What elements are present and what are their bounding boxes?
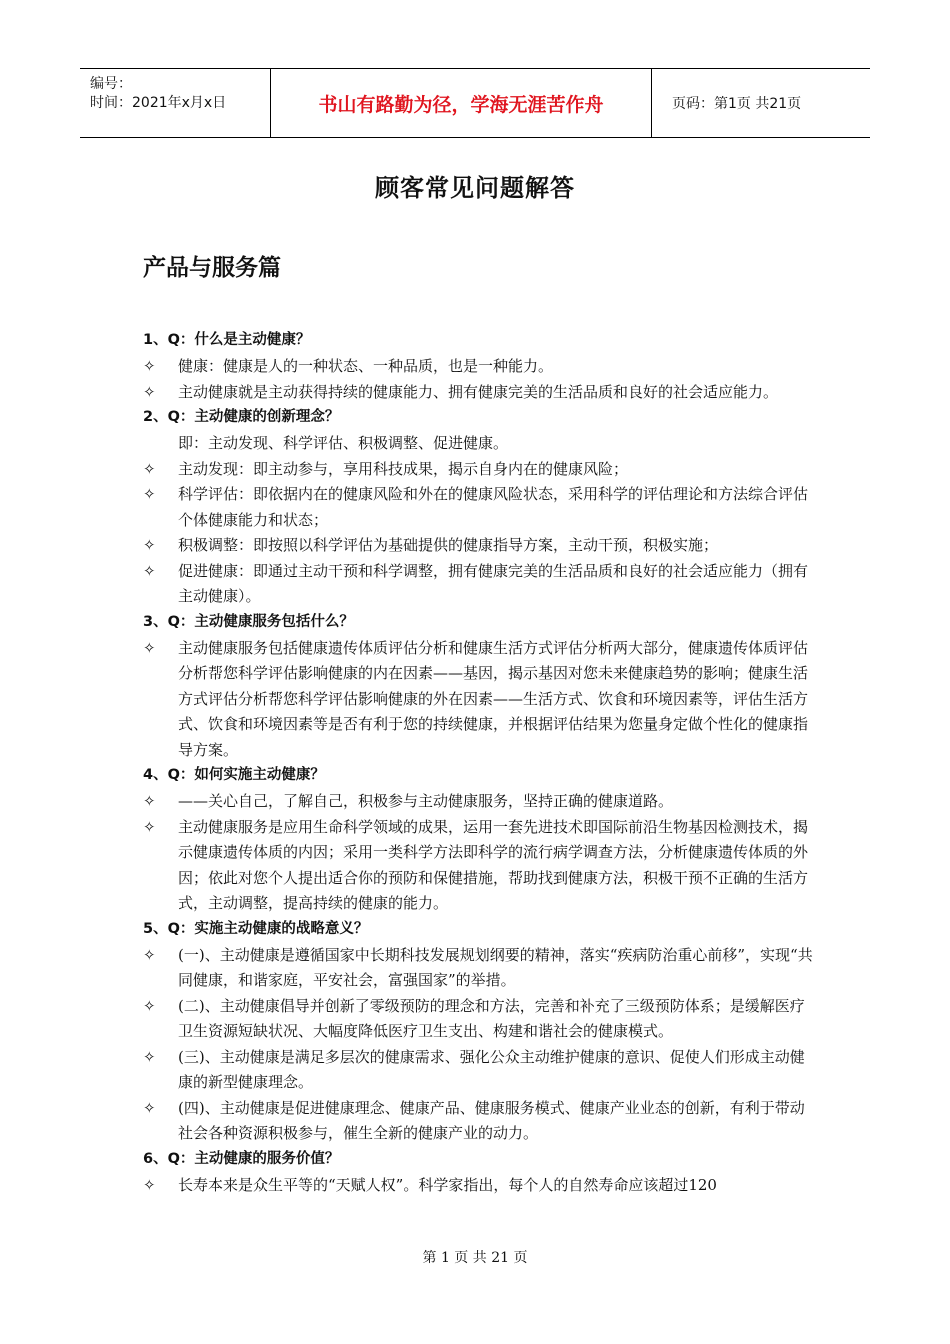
answer-bullet-item bbox=[143, 1173, 815, 1199]
question-heading: 2、Q：主动健康的创新理念？ bbox=[143, 409, 340, 425]
section-heading: 产品与服务篇 bbox=[143, 255, 281, 281]
document-time-label: 时间：2021年x月x日 bbox=[90, 95, 227, 111]
page-header bbox=[80, 68, 870, 138]
answer-bullet-item bbox=[143, 354, 815, 380]
diamond-bullet-icon: ✧ bbox=[143, 792, 156, 810]
diamond-bullet-icon: ✧ bbox=[143, 638, 156, 657]
diamond-bullet-icon: ✧ bbox=[143, 817, 156, 836]
answer-text: 促进健康：即通过主动干预和科学调整，拥有健康完美的生活品质和良好的社会适应能力（拥有主动健康）。 bbox=[178, 561, 809, 605]
answer-bullet-item bbox=[143, 559, 815, 610]
answer-bullet-item bbox=[143, 482, 815, 533]
answer-summary: 即：主动发现、科学评估、积极调整、促进健康。 bbox=[178, 434, 509, 452]
answer-text: 健康：健康是人的一种状态、一种品质，也是一种能力。 bbox=[178, 357, 554, 375]
answer-text: (四)、主动健康是促进健康理念、健康产品、健康服务模式、健康产业业态的创新，有利于带动社会各种资源积极参与，催生全新的健康产业的动力。 bbox=[178, 1098, 805, 1142]
question-heading: 6、Q：主动健康的服务价值？ bbox=[143, 1150, 340, 1167]
answer-text: 主动健康就是主动获得持续的健康能力、拥有健康完美的生活品质和良好的社会适应能力。 bbox=[178, 382, 779, 401]
answer-bullet-item bbox=[143, 1045, 815, 1096]
answer-bullet-item bbox=[143, 994, 815, 1045]
answer-text: 长寿本来是众生平等的“天赋人权”。科学家指出，每个人的自然寿命应该超过120 bbox=[178, 1175, 717, 1194]
answer-bullet-item bbox=[143, 380, 815, 406]
header-meta-cell bbox=[80, 69, 271, 137]
answer-bullet-item bbox=[143, 789, 815, 815]
diamond-bullet-icon: ✧ bbox=[143, 1175, 156, 1194]
answer-text: 主动健康服务包括健康遗传体质评估分析和健康生活方式评估分析两大部分，健康遗传体质评估分析帮您科学评估影响健康的内在因素——基因，揭示基因对您未来健康趋势的影响；健康生活方式评估分析帮您科学评估影响健康的外在因素——生活方式、饮食和环境因素等，评估生活方式、饮食和环境因素等是否有利于您的持续健康，并根据评估结果为您量身定做个性化的健康指导方案。 bbox=[178, 638, 809, 759]
diamond-bullet-icon: ✧ bbox=[143, 536, 156, 554]
answer-bullet-item bbox=[143, 815, 815, 917]
qa-content bbox=[143, 328, 815, 1198]
answer-text: (二)、主动健康倡导并创新了零级预防的理念和方法，完善和补充了三级预防体系；是缓解医疗卫生资源短缺状况、大幅度降低医疗卫生支出、构建和谐社会的健康模式。 bbox=[178, 996, 805, 1040]
page-footer: 第 1 页 共 21 页 bbox=[422, 1250, 528, 1266]
diamond-bullet-icon: ✧ bbox=[143, 1047, 156, 1066]
diamond-bullet-icon: ✧ bbox=[143, 561, 156, 580]
answer-bullet-item bbox=[143, 1096, 815, 1147]
diamond-bullet-icon: ✧ bbox=[143, 459, 156, 478]
document-title: 顾客常见问题解答 bbox=[375, 173, 575, 202]
answer-text: 主动发现：即主动参与，享用科技成果，揭示自身内在的健康风险； bbox=[178, 459, 629, 478]
diamond-bullet-icon: ✧ bbox=[143, 382, 156, 401]
question-heading: 3、Q：主动健康服务包括什么？ bbox=[143, 613, 354, 630]
answer-text: (一)、主动健康是遵循国家中长期科技发展规划纲要的精神，落实“疾病防治重心前移”，实现“共同健康，和谐家庭，平安社会，富强国家”的举措。 bbox=[178, 945, 813, 989]
question-heading: 4、Q：如何实施主动健康？ bbox=[143, 767, 325, 783]
answer-bullet-item bbox=[143, 636, 815, 764]
question-heading: 1、Q：什么是主动健康？ bbox=[143, 332, 311, 348]
document-number-label: 编号： bbox=[90, 76, 132, 92]
answer-bullet-item bbox=[143, 943, 815, 994]
diamond-bullet-icon: ✧ bbox=[143, 485, 156, 503]
answer-text: 积极调整：即按照以科学评估为基础提供的健康指导方案，主动干预，积极实施； bbox=[178, 536, 719, 554]
question-heading: 5、Q：实施主动健康的战略意义？ bbox=[143, 920, 369, 937]
answer-text: ——关心自己，了解自己，积极参与主动健康服务，坚持正确的健康道路。 bbox=[178, 792, 674, 810]
diamond-bullet-icon: ✧ bbox=[143, 357, 156, 375]
header-motto: 书山有路勤为径，学海无涯苦作舟 bbox=[271, 69, 652, 137]
page-info-text: 页码：第1页 共21页 bbox=[672, 96, 802, 112]
diamond-bullet-icon: ✧ bbox=[143, 996, 156, 1015]
diamond-bullet-icon: ✧ bbox=[143, 1098, 156, 1117]
header-page-info bbox=[662, 69, 870, 137]
answer-text: 主动健康服务是应用生命科学领域的成果，运用一套先进技术即国际前沿生物基因检测技术，揭示健康遗传体质的内因；采用一类科学方法即科学的流行病学调查方法，分析健康遗传体质的外因；依此对您个人提出适合你的预防和保健措施，帮助找到健康方法，积极干预不正确的生活方式，主动调整，提高持续的健康的能力。 bbox=[178, 817, 809, 912]
answer-text: 科学评估：即依据内在的健康风险和外在的健康风险状态，采用科学的评估理论和方法综合评估个体健康能力和状态； bbox=[178, 485, 809, 529]
diamond-bullet-icon: ✧ bbox=[143, 945, 156, 964]
answer-bullet-item bbox=[143, 533, 815, 559]
answer-text: (三)、主动健康是满足多层次的健康需求、强化公众主动维护健康的意识、促使人们形成主动健康的新型健康理念。 bbox=[178, 1047, 805, 1091]
answer-bullet-item bbox=[143, 457, 815, 483]
